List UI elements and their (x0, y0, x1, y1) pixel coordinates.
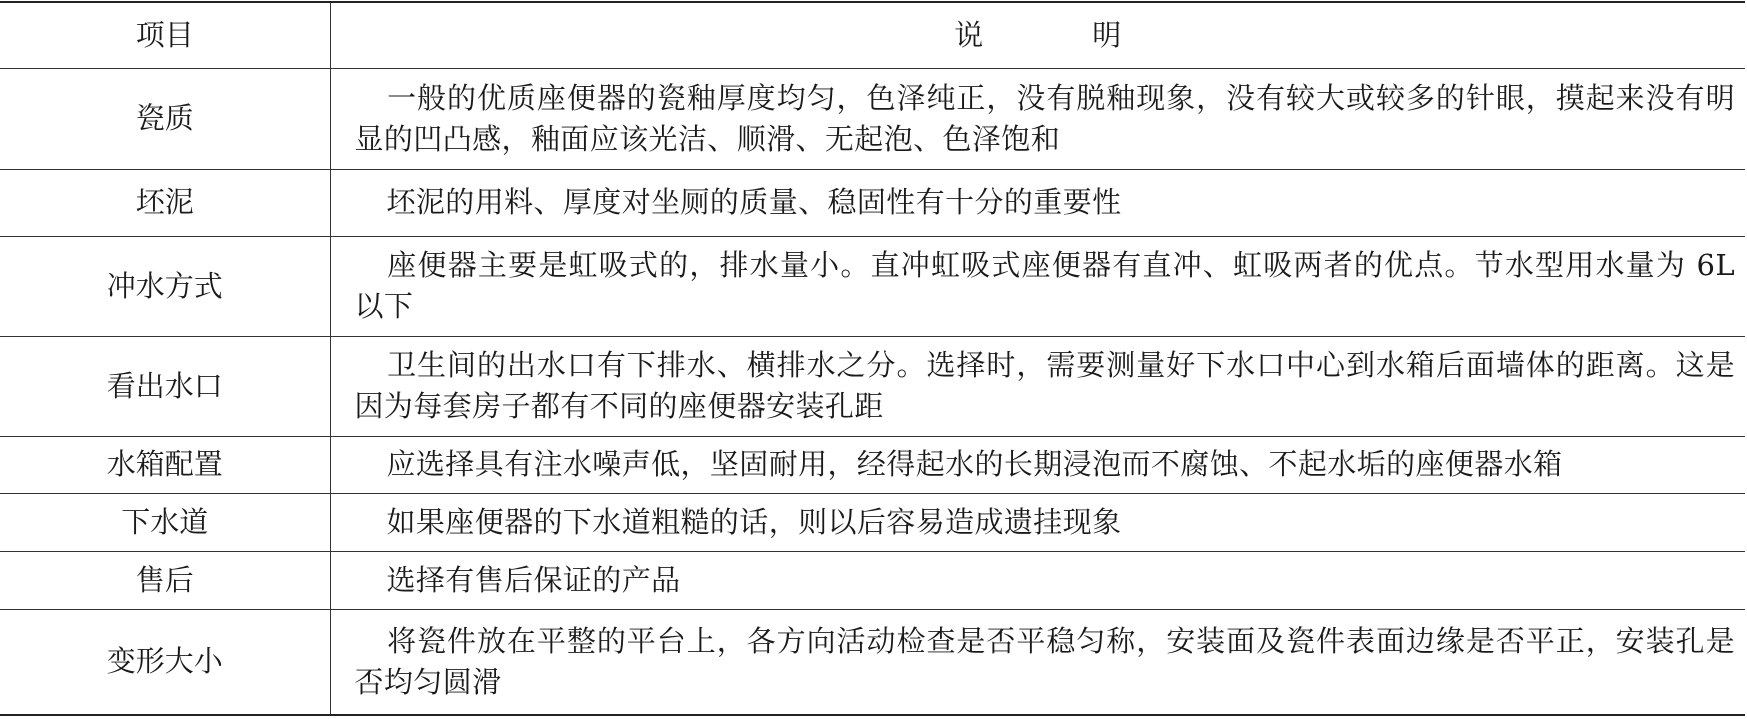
table-row (0, 169, 1745, 236)
table-row (0, 551, 1745, 609)
row-description-text: 座便器主要是虹吸式的，排水量小。直冲虹吸式座便器有直冲、虹吸两者的优点。节水型用水量为 6L 以下 (354, 248, 1735, 323)
row-description (330, 436, 1745, 493)
row-item: 售后 (0, 551, 330, 609)
row-description-text: 坯泥的用料、厚度对坐厕的质量、稳固性有十分的重要性 (386, 185, 1122, 219)
table-header-row (0, 2, 1745, 68)
row-item: 下水道 (0, 493, 330, 551)
toilet-selection-table (0, 1, 1745, 716)
row-item: 看出水口 (0, 336, 330, 436)
table-row (0, 68, 1745, 169)
row-description-text: 卫生间的出水口有下排水、横排水之分。选择时，需要测量好下水口中心到水箱后面墙体的距离。这是因为每套房子都有不同的座便器安装孔距 (354, 348, 1735, 423)
header-description: 说 明 (330, 2, 1745, 68)
table-row (0, 436, 1745, 493)
row-description (330, 169, 1745, 236)
row-item: 变形大小 (0, 609, 330, 715)
row-description-text: 一般的优质座便器的瓷釉厚度均匀，色泽纯正，没有脱釉现象，没有较大或较多的针眼，摸起来没有明显的凹凸感，釉面应该光洁、顺滑、无起泡、色泽饱和 (354, 80, 1735, 156)
table-row (0, 236, 1745, 336)
row-description (330, 68, 1745, 169)
row-item: 坯泥 (0, 169, 330, 236)
row-description (330, 336, 1745, 436)
table-row (0, 336, 1745, 436)
row-description-text: 如果座便器的下水道粗糙的话，则以后容易造成遗挂现象 (386, 504, 1122, 539)
table-row (0, 493, 1745, 551)
row-description-text: 将瓷件放在平整的平台上，各方向活动检查是否平稳匀称，安装面及瓷件表面边缘是否平正，安装孔是否均匀圆滑 (354, 623, 1735, 699)
row-item: 冲水方式 (0, 236, 330, 336)
row-description (330, 551, 1745, 609)
row-description (330, 609, 1745, 715)
row-description-text: 应选择具有注水噪声低，坚固耐用，经得起水的长期浸泡而不腐蚀、不起水垢的座便器水箱 (386, 447, 1563, 481)
row-description (330, 493, 1745, 551)
row-item: 瓷质 (0, 68, 330, 169)
row-description-text: 选择有售后保证的产品 (386, 562, 681, 597)
row-description (330, 236, 1745, 336)
table-row (0, 609, 1745, 715)
header-item: 项目 (0, 2, 330, 68)
row-item: 水箱配置 (0, 436, 330, 493)
